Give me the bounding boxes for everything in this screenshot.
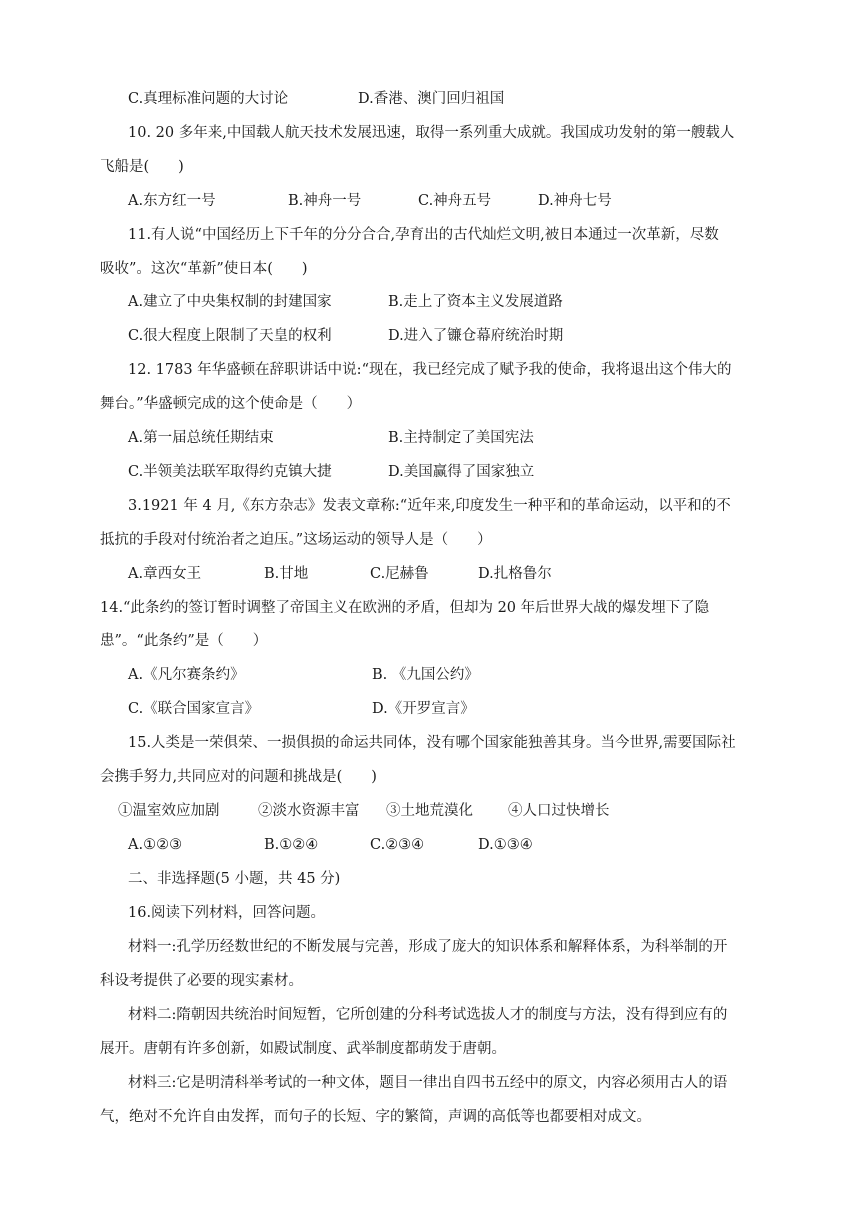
material-2-line2: 展开。唐朝有许多创新，如殿试制度、武举制度都萌发于唐朝。 bbox=[100, 1041, 506, 1057]
q13-option-a: A.章西女王 bbox=[128, 566, 202, 582]
q14-option-c: C.《联合国家宣言》 bbox=[128, 701, 260, 717]
q15-option-d: D.①③④ bbox=[478, 837, 533, 853]
q10-option-c: C.神舟五号 bbox=[418, 193, 492, 209]
q13-stem-line1: 3.1921 年 4 月,《东方杂志》发表文章称:“近年来,印度发生一种平和的革命运动，以平和的不 bbox=[128, 498, 731, 514]
q14-option-a: A.《凡尔赛条约》 bbox=[128, 667, 245, 683]
q16-stem: 16.阅读下列材料，回答问题。 bbox=[128, 905, 326, 921]
q10-stem-line2: 飞船是( ) bbox=[100, 159, 184, 175]
q13-stem-line2: 抵抗的手段对付统治者之迫压。”这场运动的领导人是（ ） bbox=[100, 532, 492, 548]
q15-item-1: ①温室效应加剧 bbox=[118, 803, 220, 819]
q11-option-c: C.很大程度上限制了天皇的权利 bbox=[128, 328, 332, 344]
q14-option-d: D.《开罗宣言》 bbox=[372, 701, 475, 717]
q10-option-d: D.神舟七号 bbox=[538, 193, 612, 209]
q14-stem-line2: 患”。“此条约”是（ ） bbox=[100, 633, 268, 649]
q11-stem-line1: 11.有人说“中国经历上下千年的分分合合,孕育出的古代灿烂文明,被日本通过一次革新，尽数 bbox=[128, 227, 719, 243]
q15-option-b: B.①②④ bbox=[264, 837, 319, 853]
material-1-line1: 材料一:孔学历经数世纪的不断发展与完善，形成了庞大的知识体系和解释体系，为科举制的开 bbox=[128, 939, 728, 955]
q12-option-b: B.主持制定了美国宪法 bbox=[388, 430, 534, 446]
q10-option-b: B.神舟一号 bbox=[288, 193, 362, 209]
material-2-line1: 材料二:隋朝因共统治时间短暂，它所创建的分科考试选拔人才的制度与方法，没有得到应有的 bbox=[128, 1007, 728, 1023]
q11-stem-line2: 吸收”。这次“革新”使日本( ) bbox=[100, 261, 308, 277]
q12-option-a: A.第一届总统任期结束 bbox=[128, 430, 274, 446]
q15-option-a: A.①②③ bbox=[128, 837, 183, 853]
q10-stem-line1: 10. 20 多年来,中国载人航天技术发展迅速，取得一系列重大成就。我国成功发射的第一艘载人 bbox=[128, 125, 735, 141]
material-3-line2: 气，绝对不允许自由发挥，而句子的长短、字的繁简，声调的高低等也都要相对成文。 bbox=[100, 1109, 651, 1125]
q9-option-c: C.真理标准问题的大讨论 bbox=[128, 91, 289, 107]
q11-option-b: B.走上了资本主义发展道路 bbox=[388, 294, 563, 310]
section-heading: 二、非选择题(5 小题，共 45 分) bbox=[128, 871, 341, 887]
q9-option-d: D.香港、澳门回归祖国 bbox=[358, 91, 505, 107]
q12-option-c: C.半领美法联军取得约克镇大捷 bbox=[128, 464, 332, 480]
q15-item-2: ②淡水资源丰富 bbox=[258, 803, 360, 819]
q13-option-b: B.甘地 bbox=[264, 566, 309, 582]
q11-option-d: D.进入了镰仓幕府统治时期 bbox=[388, 328, 564, 344]
q15-option-c: C.②③④ bbox=[370, 837, 425, 853]
material-1-line2: 科设考提供了必要的现实素材。 bbox=[100, 973, 303, 989]
q13-option-c: C.尼赫鲁 bbox=[370, 566, 429, 582]
q15-stem-line1: 15.人类是一荣俱荣、一损俱损的命运共同体，没有哪个国家能独善其身。当今世界,需要国际社 bbox=[128, 735, 736, 751]
q12-stem-line1: 12. 1783 年华盛顿在辞职讲话中说:“现在，我已经完成了赋予我的使命，我将退出这个伟大的 bbox=[128, 362, 732, 378]
q14-option-b: B. 《九国公约》 bbox=[372, 667, 479, 683]
q15-item-3: ③土地荒漠化 bbox=[386, 803, 473, 819]
q13-option-d: D.扎格鲁尔 bbox=[478, 566, 552, 582]
q12-stem-line2: 舞台。”华盛顿完成的这个使命是（ ） bbox=[100, 396, 362, 412]
q15-stem-line2: 会携手努力,共同应对的问题和挑战是( ) bbox=[100, 769, 377, 785]
q12-option-d: D.美国赢得了国家独立 bbox=[388, 464, 535, 480]
q14-stem-line1: 14.“此条约的签订暂时调整了帝国主义在欧洲的矛盾，但却为 20 年后世界大战的爆发埋下了隐 bbox=[100, 600, 710, 616]
material-3-line1: 材料三:它是明清科举考试的一种文体，题目一律出自四书五经中的原文，内容必须用古人的语 bbox=[128, 1075, 728, 1091]
q10-option-a: A.东方红一号 bbox=[128, 193, 216, 209]
q11-option-a: A.建立了中央集权制的封建国家 bbox=[128, 294, 332, 310]
q15-item-4: ④人口过快增长 bbox=[508, 803, 610, 819]
